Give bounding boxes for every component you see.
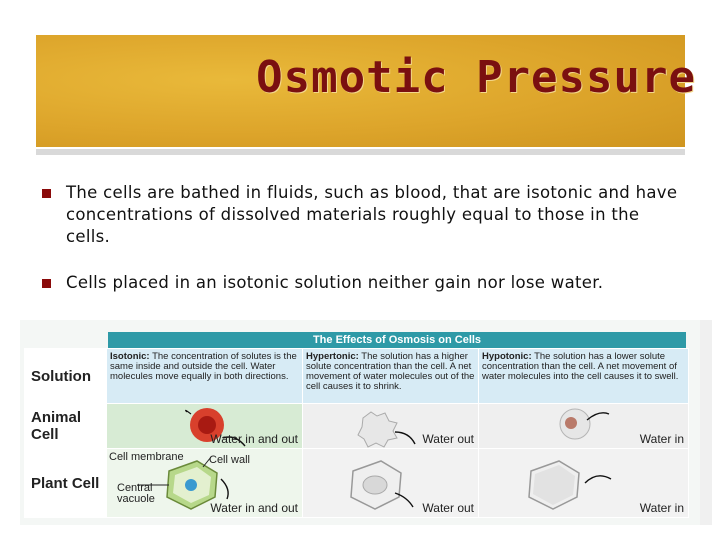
animal-hypertonic-cell <box>303 404 479 449</box>
row-header: Solution <box>25 349 107 404</box>
cell-wall-label: Cell wall <box>209 454 250 466</box>
cell-label: Water out <box>422 432 474 446</box>
plant-hypertonic-cell <box>303 449 479 518</box>
bullet-item <box>40 272 680 294</box>
column-header-isotonic <box>107 349 303 404</box>
cell-label: Water in and out <box>210 501 298 515</box>
row-header: Plant Cell <box>25 449 107 518</box>
animal-hypotonic-cell <box>479 404 689 449</box>
column-term: Hypotonic: <box>482 351 532 362</box>
bullet-text: Cells placed in an isotonic solution neither gain nor lose water. <box>66 273 604 292</box>
title-divider <box>36 149 685 155</box>
cell-label: Water in <box>639 432 684 446</box>
column-term: Isotonic: <box>110 351 150 362</box>
table-row <box>25 449 689 518</box>
cell-membrane-label: Cell membrane <box>109 451 184 463</box>
cell-label: Water in <box>639 501 684 515</box>
column-description: The solution has a lower solute concentration than the cell. A net movement of water molecules into the cell causes it to swell. <box>482 351 679 382</box>
column-term: Hypertonic: <box>306 351 359 362</box>
square-bullet-icon <box>42 279 51 288</box>
square-bullet-icon <box>42 189 51 198</box>
bullet-item <box>40 182 680 248</box>
plant-isotonic-cell <box>107 449 303 518</box>
column-header-hypotonic <box>479 349 689 404</box>
bullet-list <box>40 182 680 294</box>
row-header: Animal Cell <box>25 404 107 449</box>
table-row <box>25 404 689 449</box>
table-row <box>25 349 689 404</box>
column-header-hypertonic <box>303 349 479 404</box>
cell-label: Water in and out <box>210 432 298 446</box>
osmosis-figure <box>20 320 712 525</box>
slide-title: Osmotic Pressure <box>256 52 696 103</box>
plant-hypotonic-cell <box>479 449 689 518</box>
cell-label: Water out <box>422 501 474 515</box>
osmosis-table <box>24 348 689 518</box>
column-description: The concentration of solutes is the same inside and outside the cell. Water molecules move equally in both directions. <box>110 351 297 382</box>
central-vacuole-label: Central vacuole <box>117 482 155 505</box>
animal-isotonic-cell <box>107 404 303 449</box>
figure-title: The Effects of Osmosis on Cells <box>108 332 686 348</box>
bullet-text: The cells are bathed in fluids, such as blood, that are isotonic and have concentrations of dissolved materials roughly equal to those in the cells. <box>66 183 678 246</box>
column-description: The solution has a higher solute concentration than the cell. A net movement of water molecules out of the cell causes it to shrink. <box>306 351 475 392</box>
